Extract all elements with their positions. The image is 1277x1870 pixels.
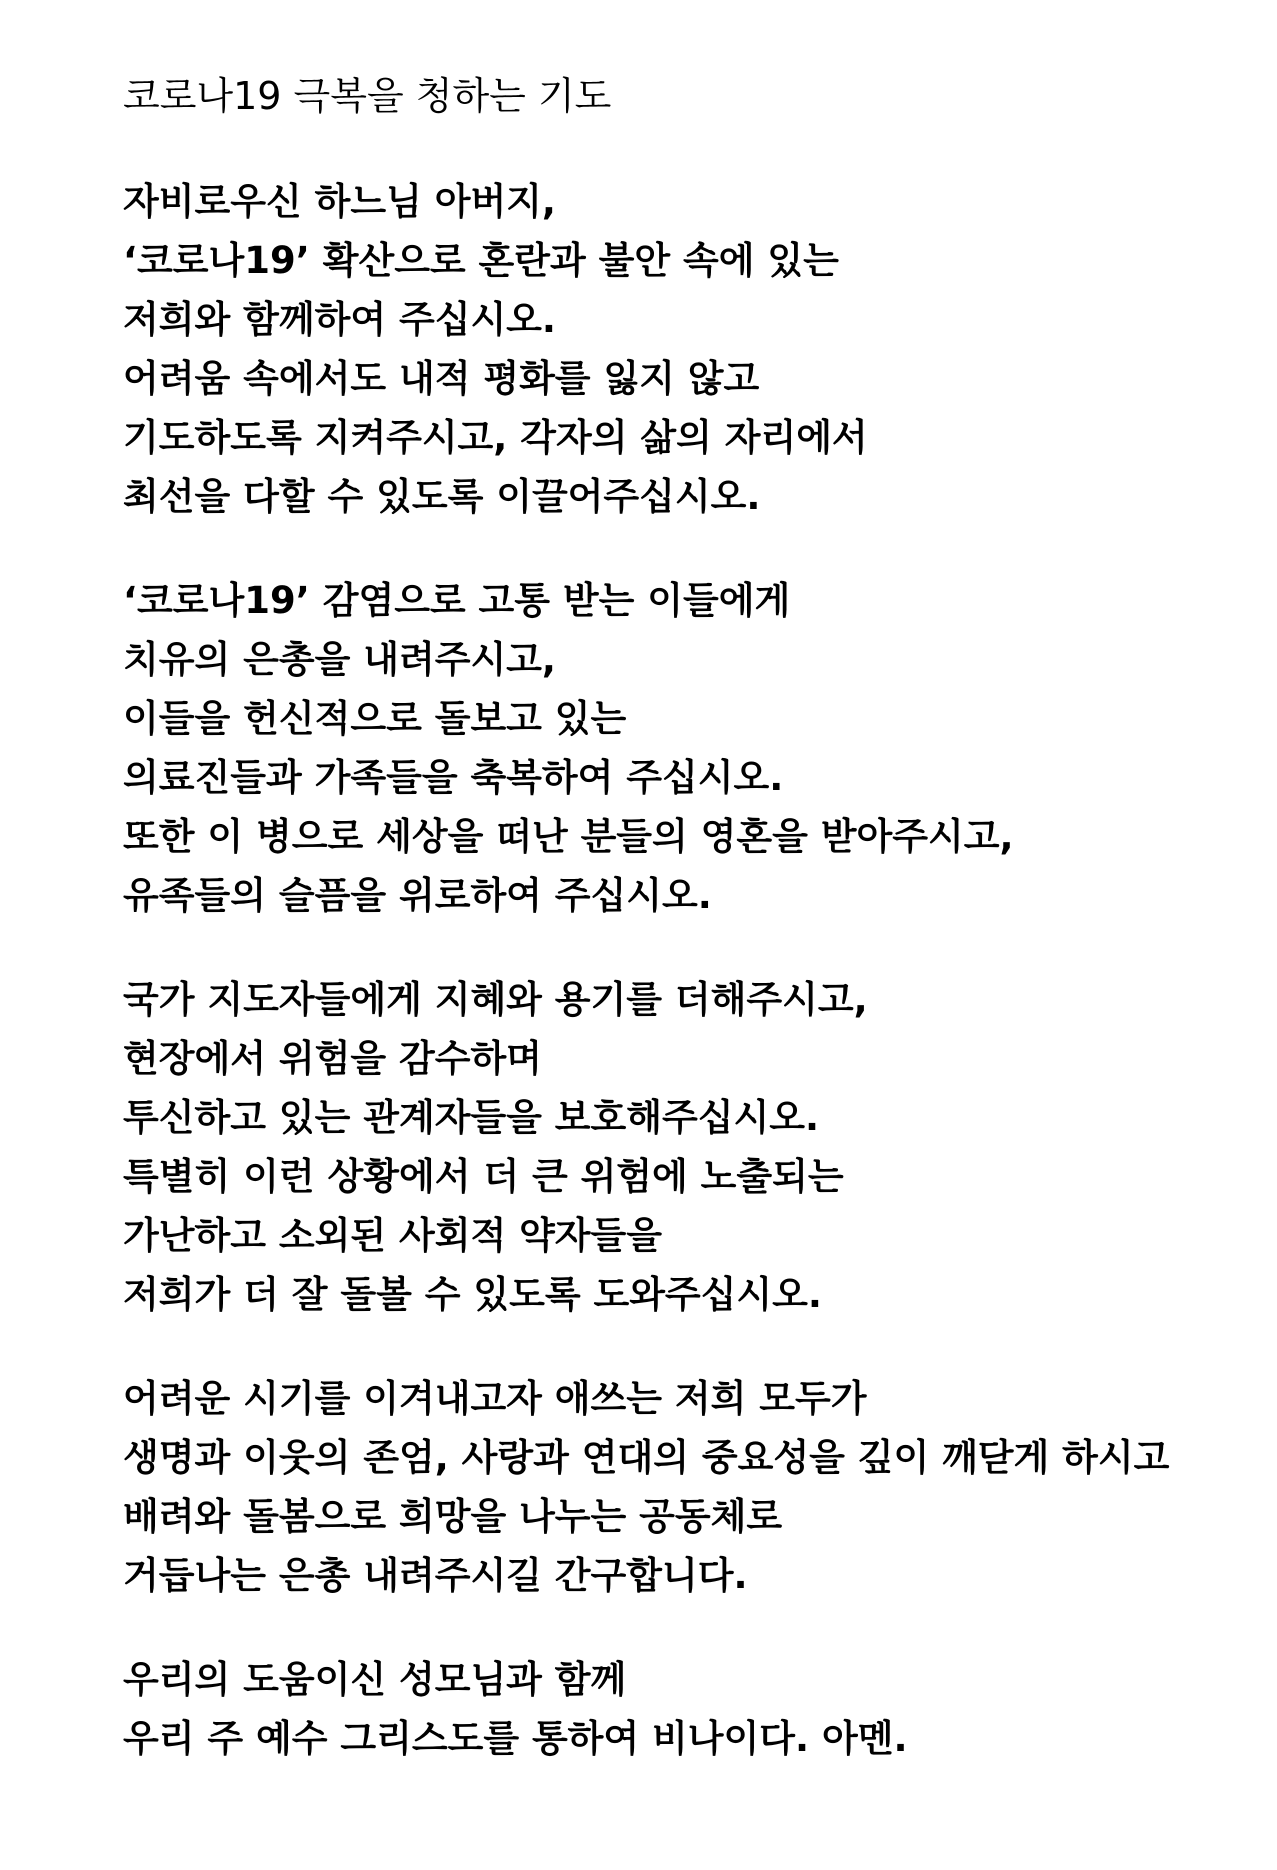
stanza-line: 저희가 더 잘 돌볼 수 있도록 도와주십시오. <box>123 1273 822 1316</box>
stanza-line: 현장에서 위험을 감수하며 <box>123 1037 542 1080</box>
stanza-line: 특별히 이런 상황에서 더 큰 위험에 노출되는 <box>123 1155 844 1198</box>
stanza-line: 거듭나는 은총 내려주시길 간구합니다. <box>123 1554 748 1597</box>
stanza-5 <box>123 1650 908 1768</box>
stanza-line: 국가 지도자들에게 지혜와 용기를 더해주시고, <box>123 978 868 1021</box>
stanza-line: 어려운 시기를 이겨내고자 애쓰는 저희 모두가 <box>123 1377 867 1420</box>
stanza-line: 어려움 속에서도 내적 평화를 잃지 않고 <box>123 357 760 400</box>
stanza-line: ‘코로나19’ 감염으로 고통 받는 이들에게 <box>123 579 791 622</box>
stanza-line: 유족들의 슬픔을 위로하여 주십시오. <box>123 874 712 917</box>
stanza-line: 가난하고 소외된 사회적 약자들을 <box>123 1214 663 1257</box>
stanza-line: 저희와 함께하여 주십시오. <box>123 298 556 341</box>
stanza-line: 치유의 은총을 내려주시고, <box>123 638 556 681</box>
stanza-line: ‘코로나19’ 확산으로 혼란과 불안 속에 있는 <box>123 239 839 282</box>
stanza-1 <box>123 172 868 526</box>
stanza-line: 의료진들과 가족들을 축복하여 주십시오. <box>123 756 784 799</box>
prayer-title: 코로나19 극복을 청하는 기도 <box>123 74 612 118</box>
stanza-line: 생명과 이웃의 존엄, 사랑과 연대의 중요성을 깊이 깨닫게 하시고 <box>123 1436 1170 1479</box>
stanza-line: 배려와 돌봄으로 희망을 나누는 공동체로 <box>123 1495 783 1538</box>
stanza-line: 기도하도록 지켜주시고, 각자의 삶의 자리에서 <box>123 416 868 459</box>
stanza-line: 최선을 다할 수 있도록 이끌어주십시오. <box>123 475 761 518</box>
stanza-line: 자비로우신 하느님 아버지, <box>123 180 556 223</box>
stanza-line: 우리 주 예수 그리스도를 통하여 비나이다. 아멘. <box>123 1717 908 1760</box>
stanza-2 <box>123 571 1014 925</box>
stanza-3 <box>123 970 868 1324</box>
stanza-line: 또한 이 병으로 세상을 떠난 분들의 영혼을 받아주시고, <box>123 815 1014 858</box>
stanza-4 <box>123 1369 1169 1605</box>
stanza-line: 투신하고 있는 관계자들을 보호해주십시오. <box>123 1096 820 1139</box>
stanza-line: 이들을 헌신적으로 돌보고 있는 <box>123 697 627 740</box>
stanza-line: 우리의 도움이신 성모님과 함께 <box>123 1658 627 1701</box>
